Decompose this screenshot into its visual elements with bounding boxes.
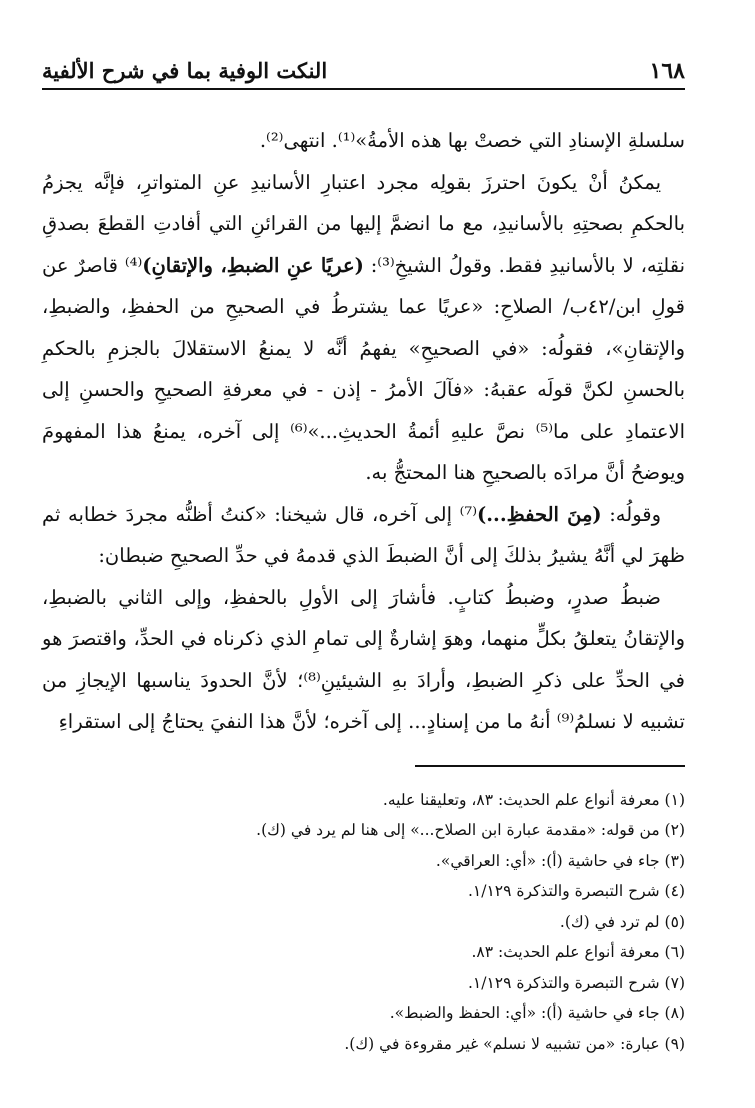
footnote: (٤) شرح التبصرة والتذكرة ١/١٢٩.: [467, 882, 685, 900]
paragraph-3-rest: ⁽⁷⁾ إلى آخره، قال شيخنا: «كنتُ أظنُّه مجردَ خطابه ثم ظهرَ لي أنَّهُ يشيرُ بذلكَ إلى أنَّ الضبطَ الذي قدمهُ في حدِّ الصحيحِ ضبطان:: [42, 502, 685, 567]
footnote: (٦) معرفة أنواع علم الحديث: ٨٣.: [471, 943, 685, 961]
quoted-term-bold: (مِنَ الحفظِ...): [477, 502, 602, 526]
footnote: (٩) عبارة: «من تشبيه لا نسلم» غير مقروءة في (ك).: [344, 1034, 685, 1053]
footnote-divider: [415, 765, 685, 767]
quoted-term-bold: (عريًا عنِ الضبطِ، والإتقانِ): [142, 253, 364, 277]
paragraph-1: سلسلةِ الإسنادِ التي خصتْ بها هذه الأمةُ»⁽¹⁾. انتهى⁽²⁾.: [259, 129, 685, 152]
book-page: [42, 48, 685, 1098]
paragraph-2-rest: ⁽⁴⁾ قاصرٌ عن قولِ ابن/٤٢ب/ الصلاحِ: «عريًا عما يشترطُ في الصحيحِ من الحفظِ، والضبطِ، والإتقانِ»، فقولُه: «في الصحيحِ» يفهمُ أنَّه لا يمنعُ الاستقلالَ بالجزمِ بالحكمِ بالحسنِ لكنَّ قولَه عقبهُ: «فآلَ الأمرُ - إذن - في معرفةِ الصحيحِ والحسنِ إلى الاعتمادِ على ما⁽⁵⁾ نصَّ عليهِ أئمةُ الحديثِ...»⁽⁶⁾ إلى آخره، يمنعُ هذا المفهومَ ويوضحُ أنَّ مرادَه بالصحيحِ هنا المحتجُّ به.: [42, 253, 685, 484]
page-header: [42, 48, 685, 90]
paragraph-4: ضبطُ صدرٍ، وضبطُ كتابٍ. فأشارَ إلى الأولِ بالحفظِ، وإلى الثاني بالضبطِ، والإتقانُ يتعلقُ بكلٍّ منهما، وهوَ إشارةٌ إلى تمامِ الذي ذكرناه في الحدِّ، واقتصرَ هو في الحدِّ على ذكرِ الضبطِ، وأرادَ بهِ الشيئينِ⁽⁸⁾؛ لأنَّ الحدودَ يناسبها الإيجازِ من تشبيه لا نسلمُ⁽⁹⁾ أنهُ ما من إسنادٍ... إلى آخره؛ لأنَّ هذا النفيَ يحتاجُ إلى استقراءِ: [42, 585, 686, 733]
page-number: ١٦٨: [649, 58, 685, 84]
footnotes: [42, 785, 685, 1060]
footnote: (٧) شرح التبصرة والتذكرة ١/١٢٩.: [467, 973, 685, 992]
paragraph-3: [42, 494, 685, 577]
footnote: (٢) من قوله: «مقدمة عبارة ابن الصلاح...» إلى هنا لم يرد في (ك).: [256, 821, 685, 839]
running-title: النكت الوفية بما في شرح الألفية: [42, 58, 328, 83]
paragraph-3-lead: وقولُه:: [601, 502, 662, 526]
footnote: (٨) جاء في حاشية (أ): «أي: الحفظ والضبط».: [389, 1004, 685, 1022]
footnote: (١) معرفة أنواع علم الحديث: ٨٣، وتعليقنا عليه.: [382, 790, 685, 809]
main-text: [42, 120, 685, 743]
paragraph-2-text: يمكنُ أنْ يكونَ احترزَ بقولِه مجرد اعتبارِ الأسانيدِ عنِ المتواترِ، فإنَّه يجزمُ بالحكمِ بصحتِهِ بالأسانيدِ، مع ما انضمَّ إليها من القرائنِ التي أفادتِ القطعَ بصدقِ نقلتِه، لا بالأسانيدِ فقط. وقولُ الشيخِ⁽³⁾:: [42, 170, 685, 277]
paragraph-2: [42, 162, 685, 494]
footnote: (٥) لم ترد في (ك).: [559, 912, 685, 931]
footnote: (٣) جاء في حاشية (أ): «أي: العراقي».: [435, 851, 685, 870]
